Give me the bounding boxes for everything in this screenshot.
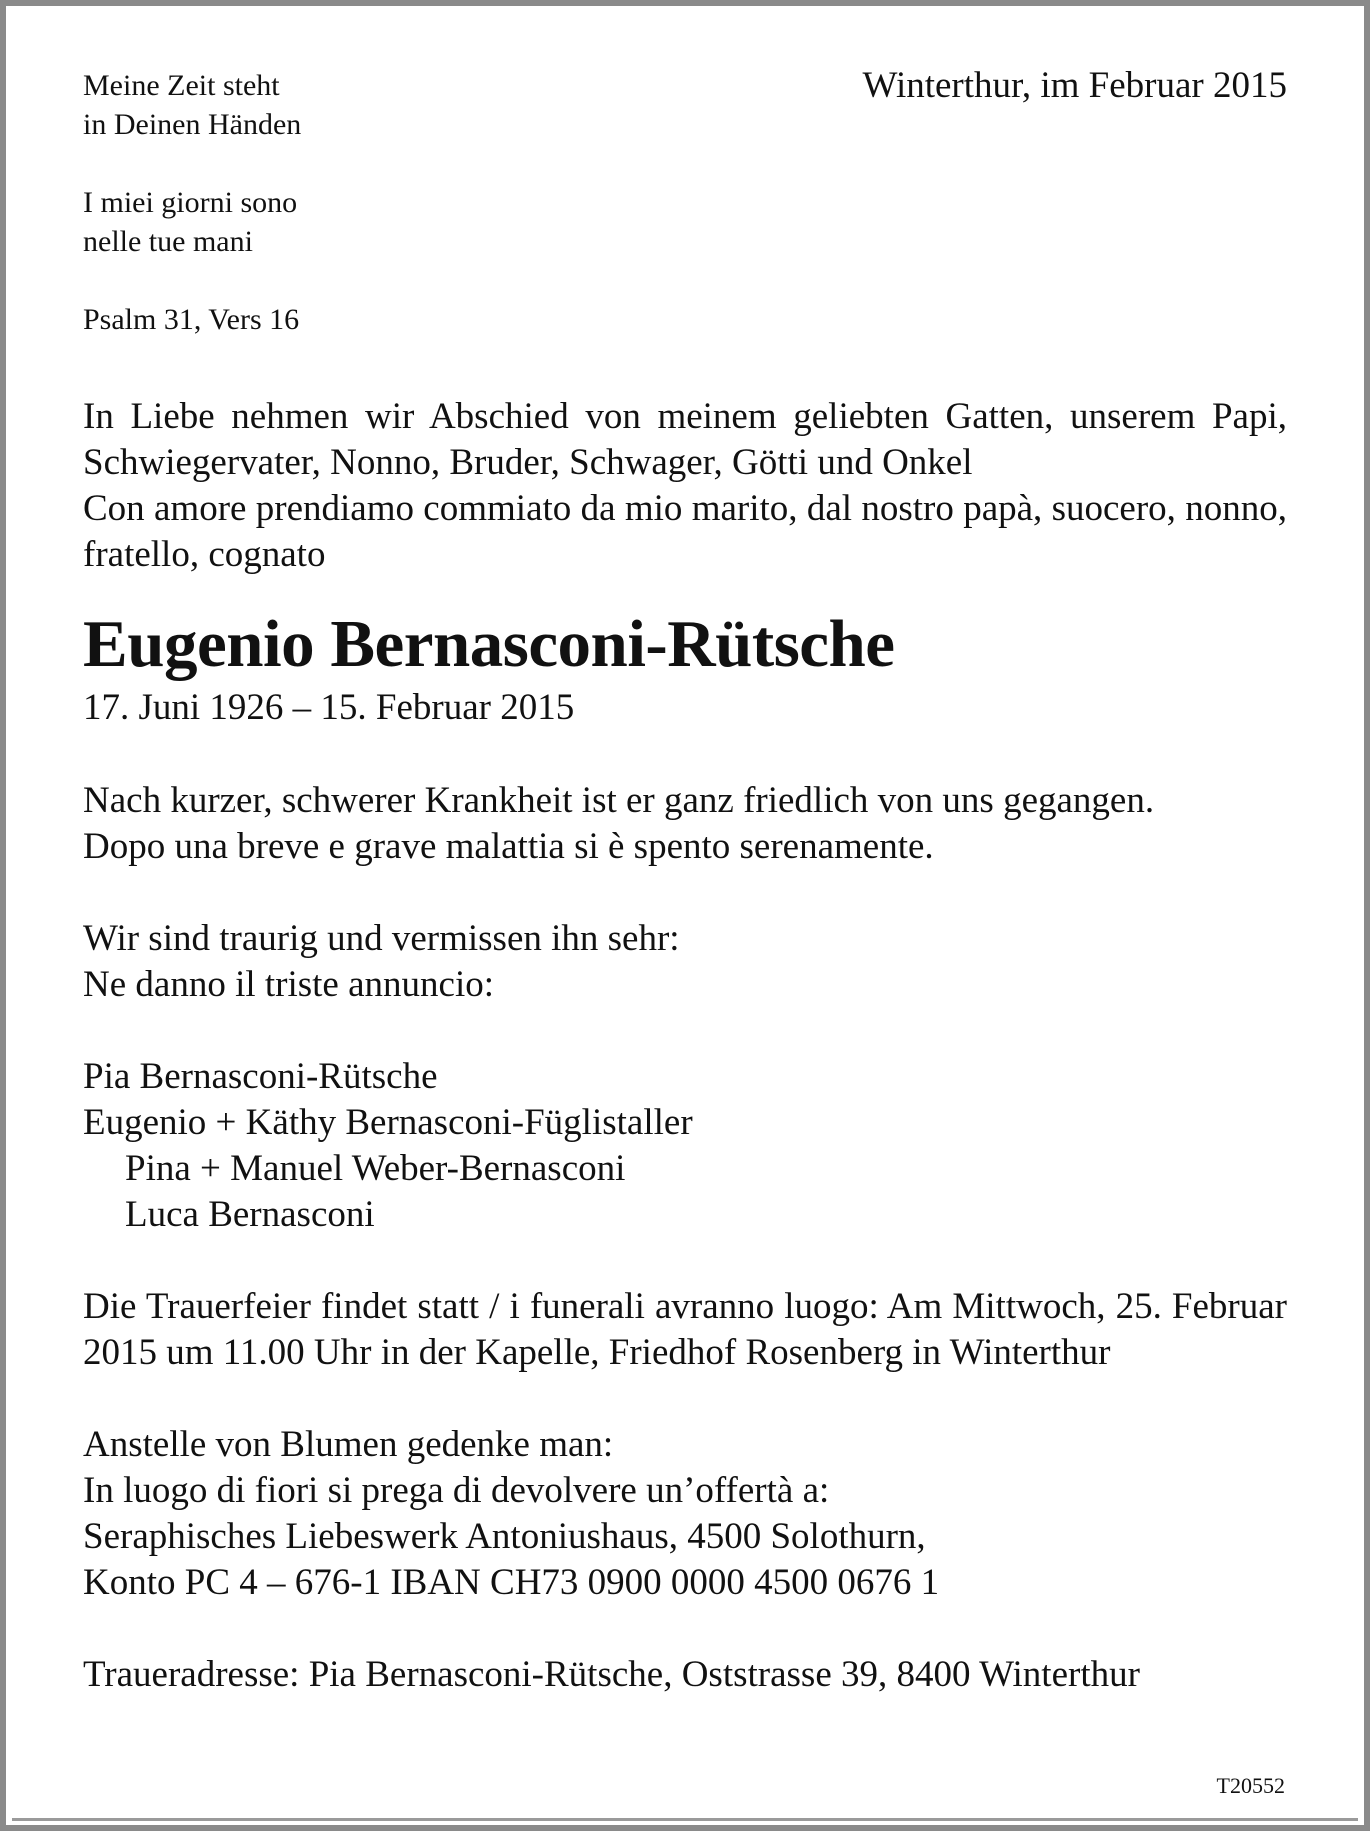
- passing-italian: Dopo una breve e grave malattia si è spento serenamente.: [83, 826, 934, 867]
- passing-german: Nach kurzer, schwerer Krankheit ist er ganz friedlich von uns gegangen.: [83, 780, 1155, 821]
- spacer: [83, 1008, 1287, 1054]
- deceased-name: Eugenio Bernasconi-Rütsche: [83, 607, 895, 681]
- donation-info: [83, 1422, 1287, 1606]
- verse-it-line-1: I miei giorni sono: [83, 186, 298, 219]
- intro-german: In Liebe nehmen wir Abschied von meinem geliebten Gatten, unserem Papi, Schwiegervater, Nonno, Bruder, Schwager, Götti und Onkel: [83, 396, 1287, 483]
- mourners-intro-italian: Ne danno il triste annuncio:: [83, 964, 495, 1005]
- donation-line: Konto PC 4 – 676-1 IBAN CH73 0900 0000 4500 0676 1: [83, 1562, 940, 1603]
- spacer: [83, 1606, 1287, 1652]
- bible-verse: [83, 66, 301, 339]
- donation-line: Seraphisches Liebeswerk Antoniushaus, 4500 Solothurn,: [83, 1516, 926, 1557]
- mourners-intro-german: Wir sind traurig und vermissen ihn sehr:: [83, 918, 680, 959]
- mourner-line: Pia Bernasconi-Rütsche: [83, 1056, 438, 1097]
- spacer: [83, 144, 301, 183]
- mourner-line: Pina + Manuel Weber-Bernasconi: [125, 1148, 626, 1189]
- spacer: [83, 1238, 1287, 1284]
- verse-de-line-2: in Deinen Händen: [83, 108, 302, 141]
- verse-it-line-2: nelle tue mani: [83, 225, 253, 258]
- reference-code: T20552: [1216, 1773, 1285, 1798]
- mourner-line: Luca Bernasconi: [125, 1194, 375, 1235]
- mourning-address: Traueradresse: Pia Bernasconi-Rütsche, Oststrasse 39, 8400 Winterthur: [83, 1654, 1140, 1695]
- verse-reference: Psalm 31, Vers 16: [83, 303, 300, 336]
- donation-line: In luogo di fiori si prega di devolvere un’offertà a:: [83, 1470, 830, 1511]
- place-date: Winterthur, im Februar 2015: [862, 65, 1287, 106]
- mourner-line: Eugenio + Käthy Bernasconi-Füglistaller: [83, 1102, 693, 1143]
- life-dates: 17. Juni 1926 – 15. Februar 2015: [83, 687, 575, 728]
- spacer: [83, 1376, 1287, 1422]
- spacer: [83, 870, 1287, 916]
- verse-de-line-1: Meine Zeit steht: [83, 69, 280, 102]
- funeral-details: Die Trauerfeier findet statt / i funerali avranno luogo: Am Mittwoch, 25. Februar 2015 um 11.00 Uhr in der Kapelle, Friedhof Rosenberg in Winterthur: [83, 1286, 1287, 1373]
- spacer: [83, 732, 1287, 778]
- mourners-list: [83, 1054, 1287, 1238]
- donation-line: Anstelle von Blumen gedenke man:: [83, 1424, 614, 1465]
- bottom-rule: [12, 1818, 1358, 1821]
- spacer: [83, 261, 301, 300]
- obituary-body: [83, 394, 1287, 1698]
- intro-italian: Con amore prendiamo commiato da mio marito, dal nostro papà, suocero, nonno, fratello, cognato: [83, 488, 1287, 575]
